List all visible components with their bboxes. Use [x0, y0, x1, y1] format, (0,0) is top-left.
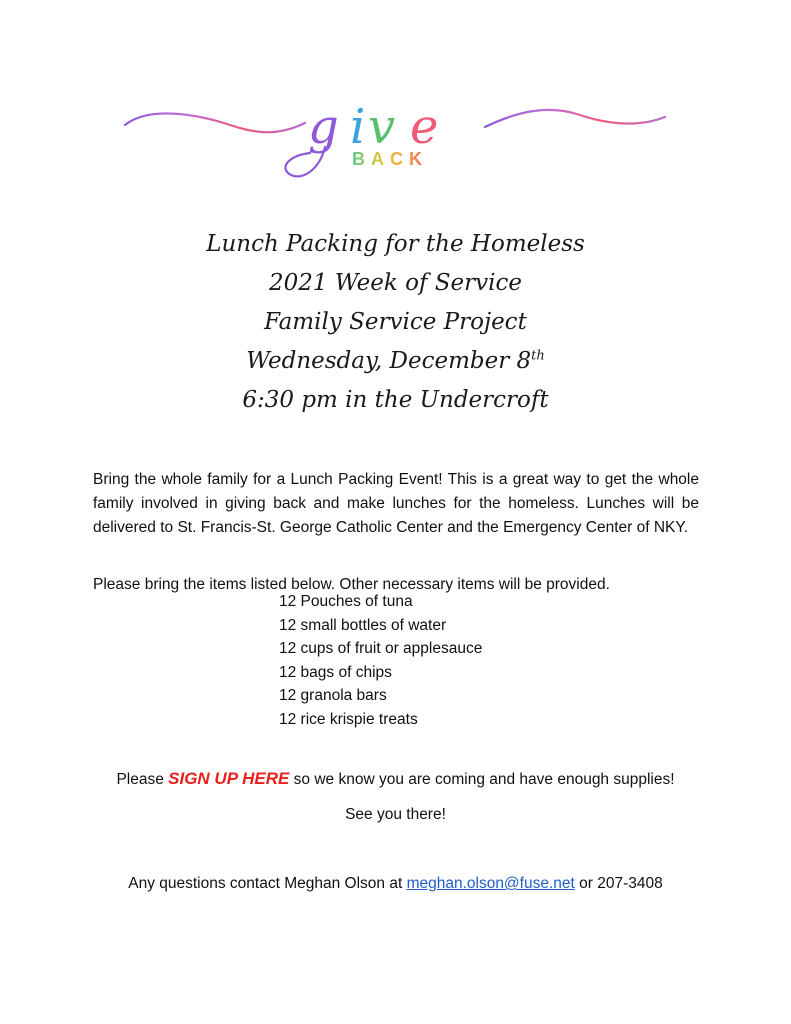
event-time-location: 6:30 pm in the Undercroft: [242, 387, 549, 413]
signup-link[interactable]: SIGN UP HERE: [168, 769, 290, 788]
logo-letter-e: e: [410, 99, 439, 155]
event-date: [0, 342, 791, 381]
see-you-text: See you there!: [345, 806, 446, 823]
signup-suffix: so we know you are coming and have enough supplies!: [289, 771, 675, 788]
event-series: 2021 Week of Service: [269, 270, 522, 296]
bring-items-text: Please bring the items listed below. Other necessary items will be provided.: [93, 575, 610, 593]
list-item: 12 Pouches of tuna: [279, 593, 413, 610]
logo-letter-i: i: [350, 99, 366, 155]
right-swirl: [485, 110, 665, 127]
signup-prefix: Please: [116, 771, 169, 788]
supply-list: [279, 590, 482, 731]
list-item: 12 granola bars: [279, 687, 387, 704]
event-date-suffix: th: [531, 348, 545, 364]
intro-paragraph: Bring the whole family for a Lunch Packing Event! This is a great way to get the whole family involved in giving back and make lunches for the homeless. Lunches will be delivered to St. Francis-St. George Catholic Center and the Emergency Center of NKY.: [93, 470, 699, 536]
logo-letter-g: g: [308, 99, 339, 155]
contact-line: [0, 872, 791, 896]
logo-letter-v: v: [368, 99, 396, 155]
list-item: 12 rice krispie treats: [279, 710, 418, 728]
event-type: Family Service Project: [264, 309, 527, 335]
email-link[interactable]: meghan.olson@fuse.net: [406, 875, 575, 892]
logo-back: BACK: [352, 149, 428, 169]
signup-line: [0, 767, 791, 792]
contact-suffix: or 207-3408: [574, 875, 663, 892]
list-item: 12 small bottles of water: [279, 616, 447, 634]
give-back-logo: [120, 95, 670, 190]
contact-prefix: Any questions contact Meghan Olson at: [128, 875, 407, 892]
left-swirl: [125, 113, 305, 132]
event-date-main: Wednesday, December 8: [246, 348, 532, 374]
list-item: 12 bags of chips: [279, 663, 392, 681]
list-item: 12 cups of fruit or applesauce: [279, 640, 483, 657]
event-title: Lunch Packing for the Homeless: [206, 231, 585, 257]
event-headings: [0, 225, 791, 420]
